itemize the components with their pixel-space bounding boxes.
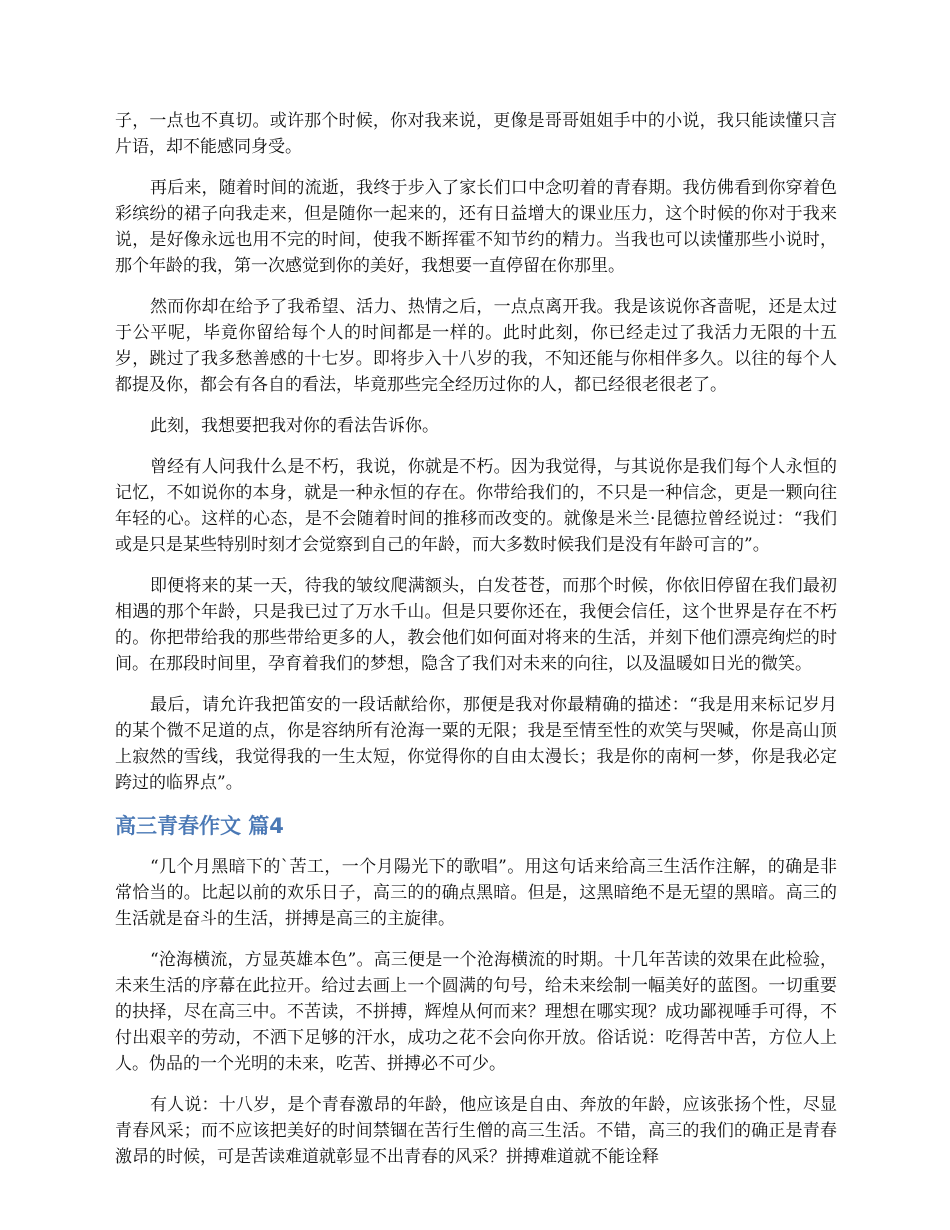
paragraph: “沧海横流，方显英雄本色”。高三便是一个沧海横流的时期。十几年苦读的效果在此检验，未来生活的序幕在此拉开。给过去画上一个圆满的句号，给未来绘制一幅美好的蓝图。一切重要的抉择，尽在高三中。不苦读，不拼搏，辉煌从何而来？理想在哪实现？成功鄙视唾手可得，不付出艰辛的劳动，不洒下足够的汗水，成功之花不会向你开放。俗话说：吃得苦中苦，方位人上人。伪品的一个光明的未来，吃苦、拼搏必不可少。 [115, 950, 837, 1074]
paragraph: 曾经有人问我什么是不朽，我说，你就是不朽。因为我觉得，与其说你是我们每个人永恒的记忆，不如说你的本身，就是一种永恒的存在。你带给我们的，不只是一种信念，更是一颗向往年轻的心。这样的心态，是不会随着时间的推移而改变的。就像是米兰·昆德拉曾经说过：“我们或是只是某些特别时刻才会觉察到自己的年龄，而大多数时候我们是没有年龄可言的”。 [115, 457, 837, 555]
paragraph: 此刻，我想要把我对你的看法告诉你。 [150, 416, 439, 436]
paragraph: “几个月黑暗下的`苦工，一个月陽光下的歌唱”。用这句话来给高三生活作注解，的确是非常恰当的。比起以前的欢乐日子，高三的的确点黑暗。但是，这黑暗绝不是无望的黑暗。高三的生活就是奋斗的生活，拼搏是高三的主旋律。 [115, 857, 837, 929]
paragraph: 即便将来的某一天，待我的皱纹爬满额头，白发苍苍，而那个时候，你依旧停留在我们最初相遇的那个年龄，只是我已过了万水千山。但是只要你还在，我便会信任，这个世界是存在不朽的。你把带给我的那些带给更多的人，教会他们如何面对将来的生活，并刻下他们漂亮绚烂的时间。在那段时间里，孕育着我们的梦想，隐含了我们对未来的向往，以及温暖如日光的微笑。 [115, 576, 837, 674]
paragraph: 有人说：十八岁，是个青春激昂的年龄，他应该是自由、奔放的年龄，应该张扬个性，尽显青春风采；而不应该把美好的时间禁锢在苦行生僧的高三生活。不错，高三的我们的确正是青春激昂的时候，可是苦读难道就彰显不出青春的风采？拼搏难道就不能诠释 [115, 1095, 837, 1167]
paragraph: 再后来，随着时间的流逝，我终于步入了家长们口中念叨着的青春期。我仿佛看到你穿着色彩缤纷的裙子向我走来，但是随你一起来的，还有日益增大的课业压力，这个时候的你对于我来说，是好像永远也用不完的时间，使我不断挥霍不知节约的精力。当我也可以读懂那些小说时，那个年龄的我，第一次感觉到你的美好，我想要一直停留在你那里。 [115, 178, 837, 276]
section-heading: 高三青春作文 篇4 [115, 814, 284, 838]
document-body [115, 108, 837, 1185]
paragraph: 最后，请允许我把笛安的一段话献给你，那便是我对你最精确的描述：“我是用来标记岁月的某个微不足道的点，你是容纳所有沧海一粟的无限；我是至情至性的欢笑与哭喊，你是高山顶上寂然的雪线，我觉得我的一生太短，你觉得你的自由太漫长；我是你的南柯一梦，你是我必定跨过的临界点”。 [115, 695, 837, 793]
paragraph-continuation: 子，一点也不真切。或许那个时候，你对我来说，更像是哥哥姐姐手中的小说，我只能读懂只言片语，却不能感同身受。 [115, 111, 837, 157]
paragraph: 然而你却在给予了我希望、活力、热情之后，一点点离开我。我是该说你吝啬呢，还是太过于公平呢，毕竟你留给每个人的时间都是一样的。此时此刻，你已经走过了我活力无限的十五岁，跳过了我多愁善感的十七岁。即将步入十八岁的我，不知还能与你相伴多久。以往的每个人都提及你，都会有各自的看法，毕竟那些完全经历过你的人，都已经很老很老了。 [115, 297, 837, 395]
